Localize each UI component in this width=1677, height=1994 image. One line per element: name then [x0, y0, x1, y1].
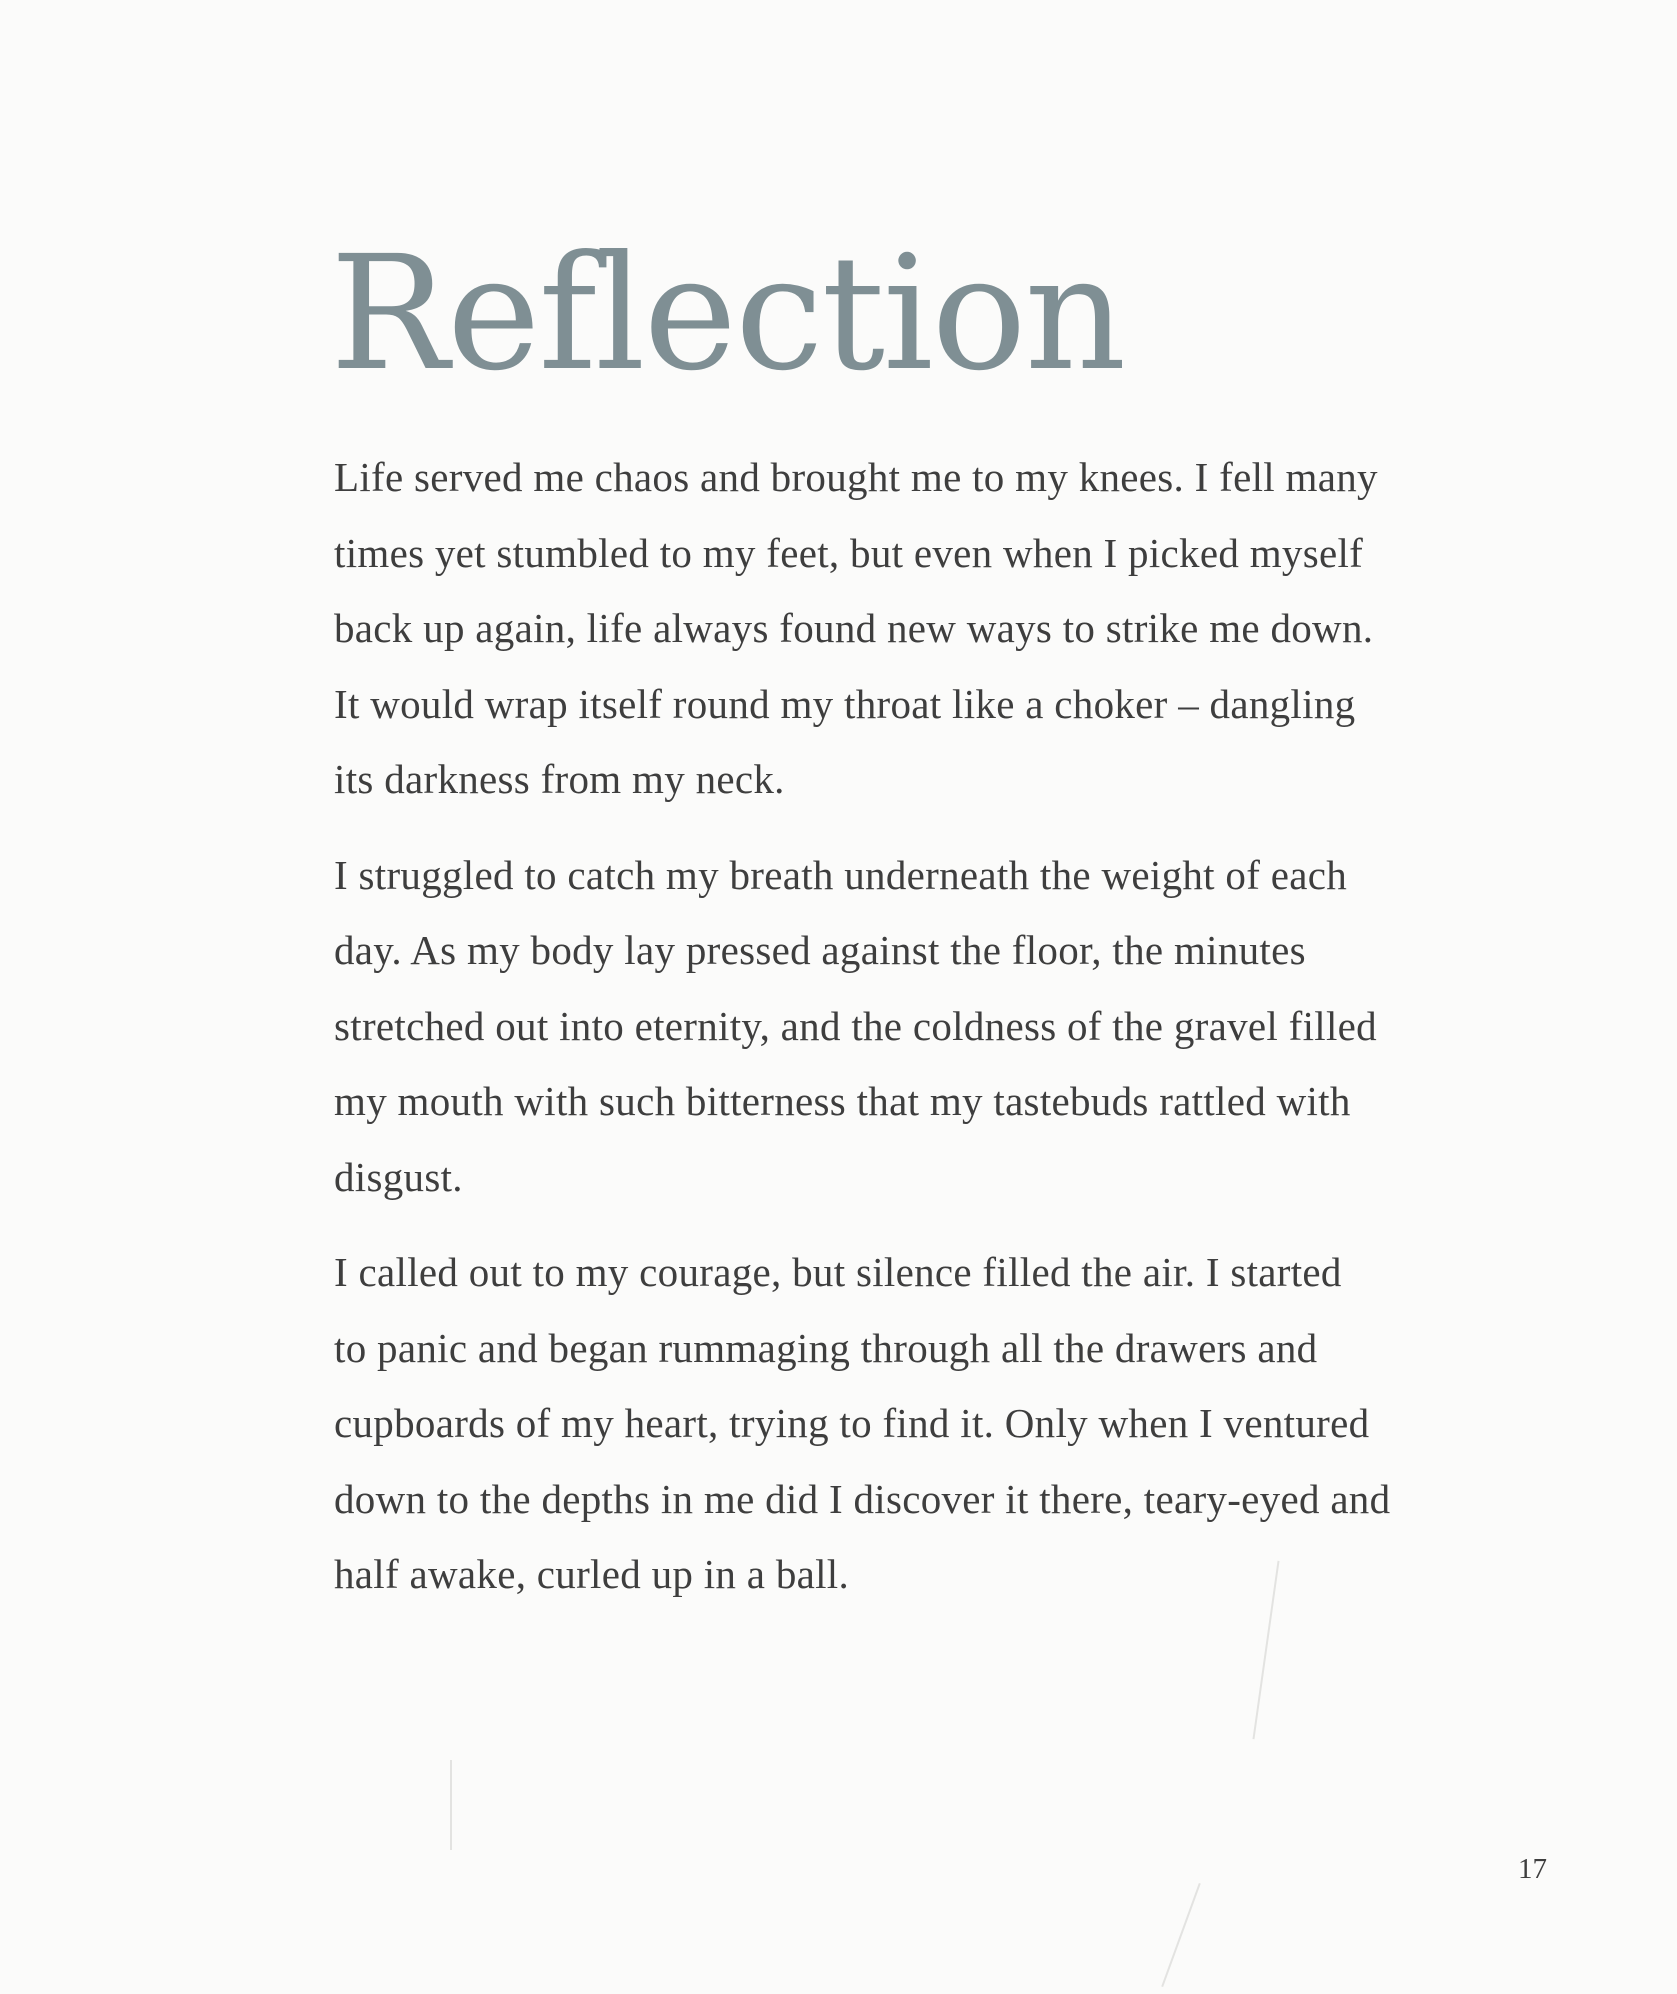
text-line: half awake, curled up in a ball. [334, 1551, 850, 1597]
text-line: down to the depths in me did I discover it there, teary-eyed and [334, 1475, 1391, 1522]
text-line: stretched out into eternity, and the coldness of the gravel filled [334, 1002, 1377, 1049]
text-line: disgust. [334, 1153, 463, 1200]
text-line: its darkness from my neck. [334, 756, 785, 802]
page-title: Reflection [330, 222, 1125, 406]
text-line: my mouth with such bitterness that my tastebuds rattled with [334, 1078, 1351, 1124]
text-line: times yet stumbled to my feet, but even when I picked myself [334, 529, 1364, 576]
paragraph [334, 440, 1524, 818]
text-line: Life served me chaos and brought me to my knees. I fell many [334, 454, 1378, 500]
body-text [334, 440, 1524, 1633]
text-line: back up again, life always found new ways to strike me down. [334, 605, 1374, 651]
text-line: to panic and began rummaging through all the drawers and [334, 1324, 1318, 1371]
text-line: cupboards of my heart, trying to find it. Only when I ventured [334, 1400, 1370, 1446]
text-line: I called out to my courage, but silence filled the air. I started [334, 1249, 1342, 1295]
text-line: day. As my body lay pressed against the floor, the minutes [334, 927, 1306, 973]
scan-crease-mark [450, 1760, 452, 1850]
text-line: I struggled to catch my breath underneath the weight of each [334, 851, 1348, 898]
paragraph [334, 1235, 1524, 1613]
page-number: 17 [1518, 1853, 1547, 1885]
scan-crease-mark [1161, 1883, 1201, 1987]
paragraph [334, 838, 1524, 1216]
text-line: It would wrap itself round my throat like a choker – dangling [334, 680, 1356, 727]
